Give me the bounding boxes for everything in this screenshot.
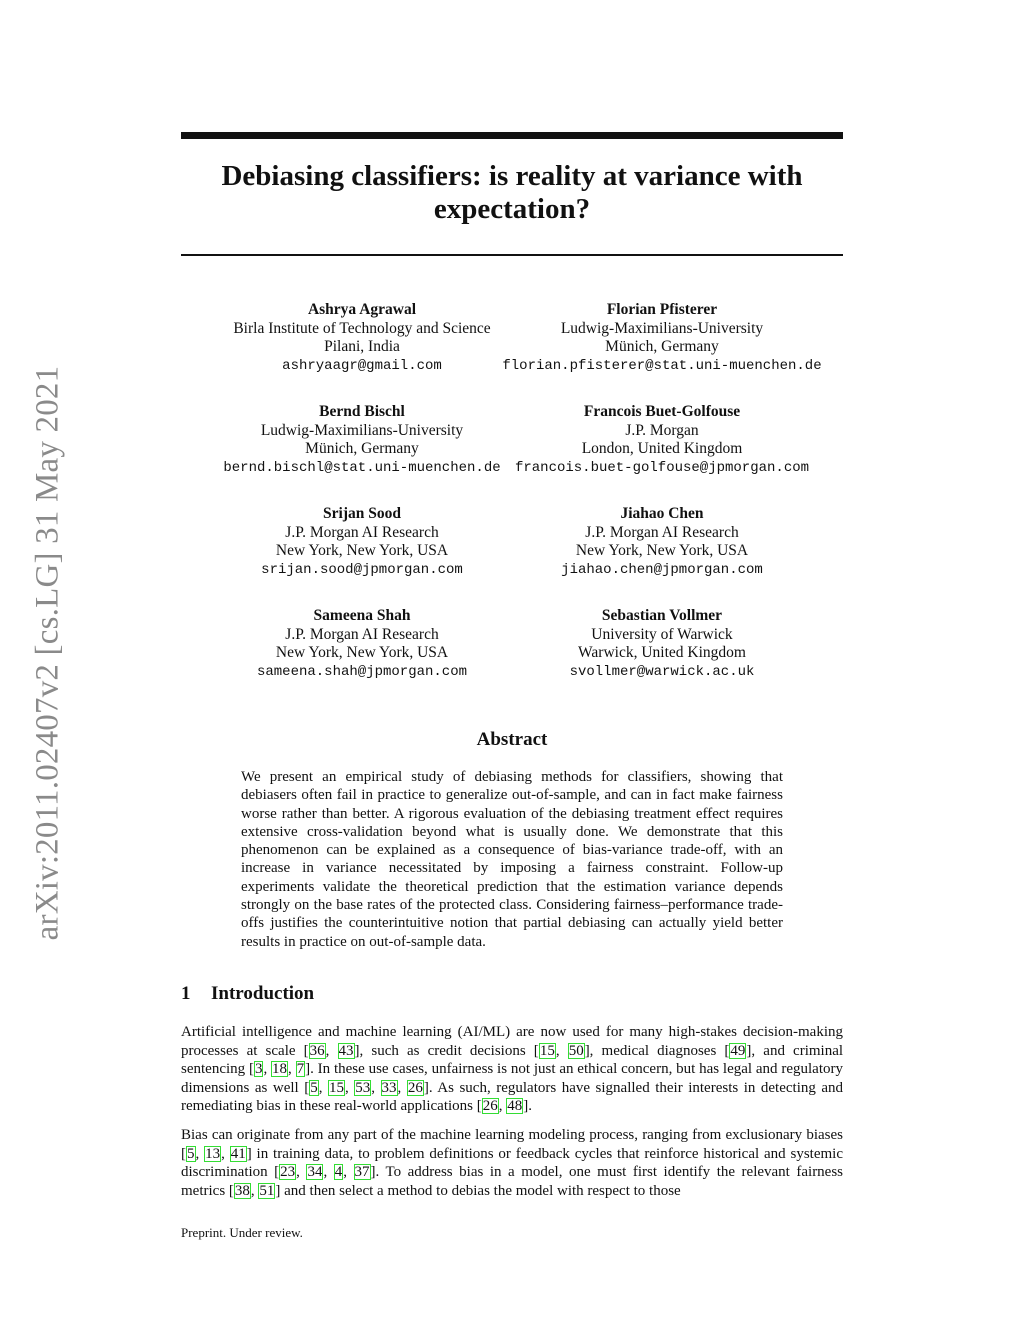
citation-link[interactable]: 49: [730, 1042, 746, 1059]
author-name: Francois Buet-Golfouse: [583, 403, 741, 420]
citation-link[interactable]: 36: [309, 1042, 325, 1059]
author-block-chen: [492, 505, 832, 579]
author-email[interactable]: francois.buet-golfouse@jpmorgan.com: [514, 459, 810, 476]
separator: ,: [344, 1079, 355, 1096]
separator: ,: [250, 1182, 259, 1199]
author-email[interactable]: srijan.sood@jpmorgan.com: [261, 561, 463, 578]
section-title: Introduction: [211, 983, 315, 1004]
author-location: Münich, Germany: [305, 440, 419, 457]
author-affiliation: J.P. Morgan: [625, 421, 699, 439]
author-location: London, United Kingdom: [581, 440, 743, 457]
citation-link[interactable]: 33: [381, 1079, 397, 1096]
author-name: Ashrya Agrawal: [307, 301, 417, 318]
citation-link[interactable]: 4: [334, 1164, 343, 1181]
author-name: Florian Pfisterer: [606, 301, 718, 318]
separator: ,: [288, 1061, 296, 1078]
citation-link[interactable]: 51: [259, 1182, 275, 1199]
author-email[interactable]: sameena.shah@jpmorgan.com: [256, 663, 468, 680]
section-heading-introduction: [181, 983, 314, 1005]
author-email[interactable]: ashryaagr@gmail.com: [282, 357, 442, 374]
title-line-1: Debiasing classifiers: is reality at variance with: [221, 160, 803, 192]
arxiv-sidebar: [29, 365, 66, 941]
citation-link[interactable]: 37: [354, 1164, 370, 1181]
author-name: Srijan Sood: [323, 505, 401, 522]
citation-link[interactable]: 5: [187, 1145, 195, 1162]
text-run: ], medical diagnoses [: [584, 1042, 730, 1059]
separator: ,: [371, 1079, 381, 1096]
citation-link[interactable]: 23: [280, 1164, 296, 1181]
separator: ,: [221, 1145, 230, 1162]
text-run: ], and criminal sentencing [: [181, 1042, 844, 1078]
author-location: Pilani, India: [324, 338, 400, 355]
text-run: ]. In these use cases, unfairness is not just an ethical concern, but has legal and regulatory dimensions as well [: [181, 1061, 843, 1096]
section-number: 1: [181, 983, 191, 1004]
title-line-2: expectation?: [433, 193, 591, 225]
abstract-text: We present an empirical study of debiasing methods for classifiers, showing that debiasers often fail in practice to generalize out-of-sample, and can in fact make fairness worse rather than better. A rigorous evaluation of the debiasing treatment effect requires extensive cross-validation beyond what is usually done. We demonstrate that this phenomenon can be explained as a consequence of bias-variance trade-off, with an increase in variance necessitated by imposing a fairness constraint. Follow-up experiments validate the theoretical prediction that the estimation variance depends strongly on the base rates of the protected class. Considering fairness–performance trade-offs justifies the counterintuitive notion that partial debiasing can actually yield better results in practice on out-of-sample data.: [241, 769, 783, 950]
separator: ,: [263, 1061, 272, 1078]
author-name: Jiahao Chen: [620, 505, 704, 522]
author-block-pfisterer: [492, 301, 832, 375]
author-affiliation: Birla Institute of Technology and Science: [233, 319, 491, 337]
title-rule-bottom: [181, 254, 843, 256]
text-run: ] and then select a method to debias the model with respect to those: [275, 1182, 681, 1199]
author-email[interactable]: bernd.bischl@stat.uni-muenchen.de: [223, 459, 501, 476]
separator: ,: [555, 1042, 568, 1059]
text-run: Bias can originate from any part of the machine learning modeling process, ranging from exclusionary biases [: [181, 1127, 843, 1162]
author-block-sood: [192, 505, 532, 579]
separator: ,: [296, 1164, 307, 1181]
citation-link[interactable]: 34: [307, 1164, 323, 1181]
text-run: ]. To address bias in a model, one must first identify the relevant fairness metrics [: [181, 1164, 844, 1199]
author-affiliation: Ludwig-Maximilians-University: [560, 319, 764, 337]
separator: ,: [323, 1164, 334, 1181]
author-affiliation: J.P. Morgan AI Research: [585, 523, 739, 541]
author-block-bischl: [192, 403, 532, 477]
citation-link[interactable]: 15: [539, 1042, 555, 1059]
author-email[interactable]: jiahao.chen@jpmorgan.com: [561, 561, 763, 578]
citation-link[interactable]: 13: [205, 1145, 221, 1162]
text-run: ].: [523, 1098, 532, 1115]
citation-link[interactable]: 5: [310, 1079, 318, 1096]
separator: ,: [325, 1042, 338, 1059]
author-affiliation: J.P. Morgan AI Research: [285, 523, 439, 541]
citation-link[interactable]: 26: [407, 1079, 423, 1096]
citation-link[interactable]: 50: [568, 1042, 584, 1059]
author-name: Bernd Bischl: [319, 403, 405, 420]
author-name: Sameena Shah: [313, 607, 411, 624]
author-block-shah: [192, 607, 532, 681]
separator: ,: [318, 1079, 328, 1096]
author-affiliation: University of Warwick: [591, 625, 733, 643]
paper-title: [181, 160, 843, 226]
separator: ,: [397, 1079, 407, 1096]
author-email[interactable]: florian.pfisterer@stat.uni-muenchen.de: [502, 357, 822, 374]
abstract-heading: Abstract: [476, 729, 548, 750]
author-location: New York, New York, USA: [275, 542, 449, 559]
citation-link[interactable]: 38: [234, 1182, 250, 1199]
author-block-buet-golfouse: [492, 403, 832, 477]
citation-link[interactable]: 15: [328, 1079, 344, 1096]
citation-link[interactable]: 18: [272, 1061, 288, 1078]
author-location: Warwick, United Kingdom: [578, 644, 746, 661]
text-run: ] in training data, to problem definitions or feedback cycles that reinforce historical and systemic discrimination [: [181, 1145, 843, 1181]
separator: ,: [195, 1145, 205, 1162]
text-run: Artificial intelligence and machine learning (AI/ML) are now used for many high-stakes decision-making processes at scale [: [181, 1024, 843, 1059]
citation-link[interactable]: 3: [254, 1061, 263, 1078]
separator: ,: [498, 1098, 507, 1115]
separator: ,: [343, 1164, 354, 1181]
title-rule-top: [181, 132, 843, 139]
author-block-vollmer: [492, 607, 832, 681]
citation-link[interactable]: 48: [507, 1098, 523, 1115]
author-location: New York, New York, USA: [275, 644, 449, 661]
citation-link[interactable]: 53: [355, 1079, 371, 1096]
intro-paragraph-2: [181, 1126, 843, 1200]
author-affiliation: Ludwig-Maximilians-University: [260, 421, 464, 439]
citation-link[interactable]: 7: [296, 1061, 305, 1078]
citation-link[interactable]: 26: [482, 1098, 498, 1115]
text-run: ]. As such, regulators have signalled their interests in detecting and remediating bias in these real-world applications [: [181, 1079, 844, 1115]
author-location: New York, New York, USA: [575, 542, 749, 559]
citation-link[interactable]: 41: [230, 1145, 246, 1162]
author-block-agrawal: [192, 301, 532, 375]
arxiv-identifier: arXiv:2011.02407v2 [cs.LG] 31 May 2021: [29, 365, 66, 941]
author-affiliation: J.P. Morgan AI Research: [285, 625, 439, 643]
author-email[interactable]: svollmer@warwick.ac.uk: [569, 663, 755, 680]
author-location: Münich, Germany: [605, 338, 719, 355]
intro-paragraph-1: [181, 1023, 843, 1116]
footer-note: Preprint. Under review.: [181, 1225, 303, 1240]
author-name: Sebastian Vollmer: [601, 607, 723, 624]
citation-link[interactable]: 43: [338, 1042, 354, 1059]
text-run: ], such as credit decisions [: [354, 1042, 539, 1059]
